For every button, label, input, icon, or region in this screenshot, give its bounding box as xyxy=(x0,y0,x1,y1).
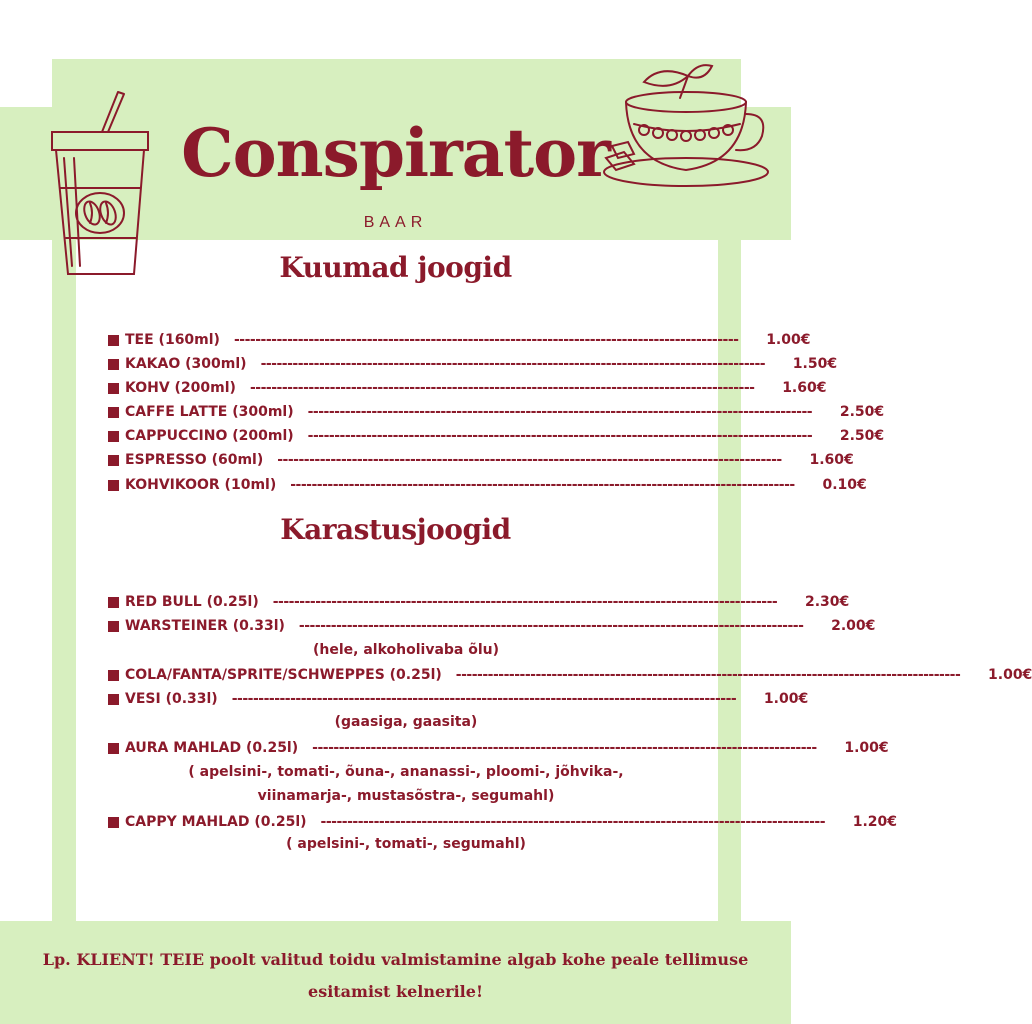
menu-item-label: CAPPUCCINO (200ml) xyxy=(125,428,294,444)
bullet-square-icon xyxy=(108,480,119,491)
bullet-square-icon xyxy=(108,694,119,705)
dotted-leader: ----------------------------------------------------------------------------------------------- xyxy=(231,691,737,707)
menu-item-label: KOHVIKOOR (10ml) xyxy=(125,477,277,493)
footer-line-1: Lp. KLIENT! TEIE poolt valitud toidu valmistamine algab kohe peale tellimuse xyxy=(42,950,749,969)
dotted-leader: ----------------------------------------------------------------------------------------------- xyxy=(233,332,739,348)
menu-item-price: 2.30€ xyxy=(804,594,850,610)
menu-item xyxy=(108,450,854,470)
bullet-square-icon xyxy=(108,407,119,418)
dotted-leader: ----------------------------------------------------------------------------------------------- xyxy=(249,380,755,396)
bullet-square-icon xyxy=(108,431,119,442)
bullet-square-icon xyxy=(108,359,119,370)
menu-item-price: 1.00€ xyxy=(763,691,809,707)
bullet-square-icon xyxy=(108,597,119,608)
footer-notice xyxy=(0,944,791,1008)
menu-item-price: 2.50€ xyxy=(839,404,885,420)
page-title: Conspirator xyxy=(181,114,610,192)
menu-item-label: ESPRESSO (60ml) xyxy=(125,452,264,468)
menu-item-price: 1.00€ xyxy=(766,332,811,348)
menu-item-note: (hele, alkoholivaba õlu) xyxy=(312,642,500,658)
menu-item xyxy=(108,592,850,612)
menu-item-price: 1.00€ xyxy=(844,740,889,756)
frame-left xyxy=(52,240,76,922)
dotted-leader: ----------------------------------------------------------------------------------------------- xyxy=(312,740,817,756)
dotted-leader: ----------------------------------------------------------------------------------------------- xyxy=(277,452,782,468)
menu-item-price: 1.60€ xyxy=(782,380,827,396)
menu-item-price: 2.00€ xyxy=(831,618,876,634)
menu-item xyxy=(108,738,889,758)
page-subtitle: BAAR xyxy=(363,214,428,231)
menu-item xyxy=(108,616,876,636)
menu-item-label: KOHV (200ml) xyxy=(125,380,236,396)
bullet-square-icon xyxy=(108,743,119,754)
menu-item xyxy=(108,402,885,422)
bullet-square-icon xyxy=(108,817,119,828)
dotted-leader: ----------------------------------------------------------------------------------------------- xyxy=(320,814,826,830)
menu-item-price: 1.00€ xyxy=(988,667,1032,683)
menu-item-label: VESI (0.33l) xyxy=(125,691,218,707)
menu-item xyxy=(108,330,811,350)
dotted-leader: ----------------------------------------------------------------------------------------------- xyxy=(307,404,813,420)
menu-item-price: 1.50€ xyxy=(792,356,838,372)
bullet-square-icon xyxy=(108,383,119,394)
dotted-leader: ----------------------------------------------------------------------------------------------- xyxy=(307,428,813,444)
bullet-square-icon xyxy=(108,335,119,346)
menu-item-label: CAPPY MAHLAD (0.25l) xyxy=(125,814,307,830)
bullet-square-icon xyxy=(108,455,119,466)
section-title-soft-drinks: Karastusjoogid xyxy=(280,513,511,546)
bullet-square-icon xyxy=(108,670,119,681)
menu-item xyxy=(108,354,838,374)
menu-item-label: AURA MAHLAD (0.25l) xyxy=(125,740,299,756)
menu-item xyxy=(108,812,898,832)
menu-item-price: 1.60€ xyxy=(809,452,854,468)
menu-item-label: TEE (160ml) xyxy=(125,332,220,348)
menu-item xyxy=(108,475,867,495)
menu-item xyxy=(108,665,1032,685)
bullet-square-icon xyxy=(108,621,119,632)
section-title-hot-drinks: Kuumad joogid xyxy=(279,251,512,284)
menu-item-note: (gaasiga, gaasita) xyxy=(334,714,478,730)
menu-item-note: ( apelsini-, tomati-, segumahl) xyxy=(286,836,526,852)
menu-item xyxy=(108,378,827,398)
menu-item-label: COLA/FANTA/SPRITE/SCHWEPPES (0.25l) xyxy=(125,667,442,683)
menu-item-label: WARSTEINER (0.33l) xyxy=(125,618,285,634)
menu-item-price: 1.20€ xyxy=(852,814,898,830)
footer-line-2: esitamist kelnerile! xyxy=(308,982,483,1001)
menu-item xyxy=(108,689,809,709)
dotted-leader: ----------------------------------------------------------------------------------------------- xyxy=(290,477,795,493)
menu-item-label: CAFFE LATTE (300ml) xyxy=(125,404,294,420)
menu-item-price: 2.50€ xyxy=(839,428,885,444)
dotted-leader: ----------------------------------------------------------------------------------------------- xyxy=(272,594,778,610)
menu-item-note: viinamarja-, mustasõstra-, segumahl) xyxy=(257,788,555,804)
menu-item-label: KAKAO (300ml) xyxy=(125,356,247,372)
menu-item-note: ( apelsini-, tomati-, õuna-, ananassi-, ploomi-, jõhvika-, xyxy=(188,764,624,780)
menu-item xyxy=(108,426,885,446)
dotted-leader: ----------------------------------------------------------------------------------------------- xyxy=(455,667,961,683)
dotted-leader: ----------------------------------------------------------------------------------------------- xyxy=(260,356,766,372)
dotted-leader: ----------------------------------------------------------------------------------------------- xyxy=(298,618,804,634)
menu-item-price: 0.10€ xyxy=(822,477,867,493)
menu-item-label: RED BULL (0.25l) xyxy=(125,594,259,610)
